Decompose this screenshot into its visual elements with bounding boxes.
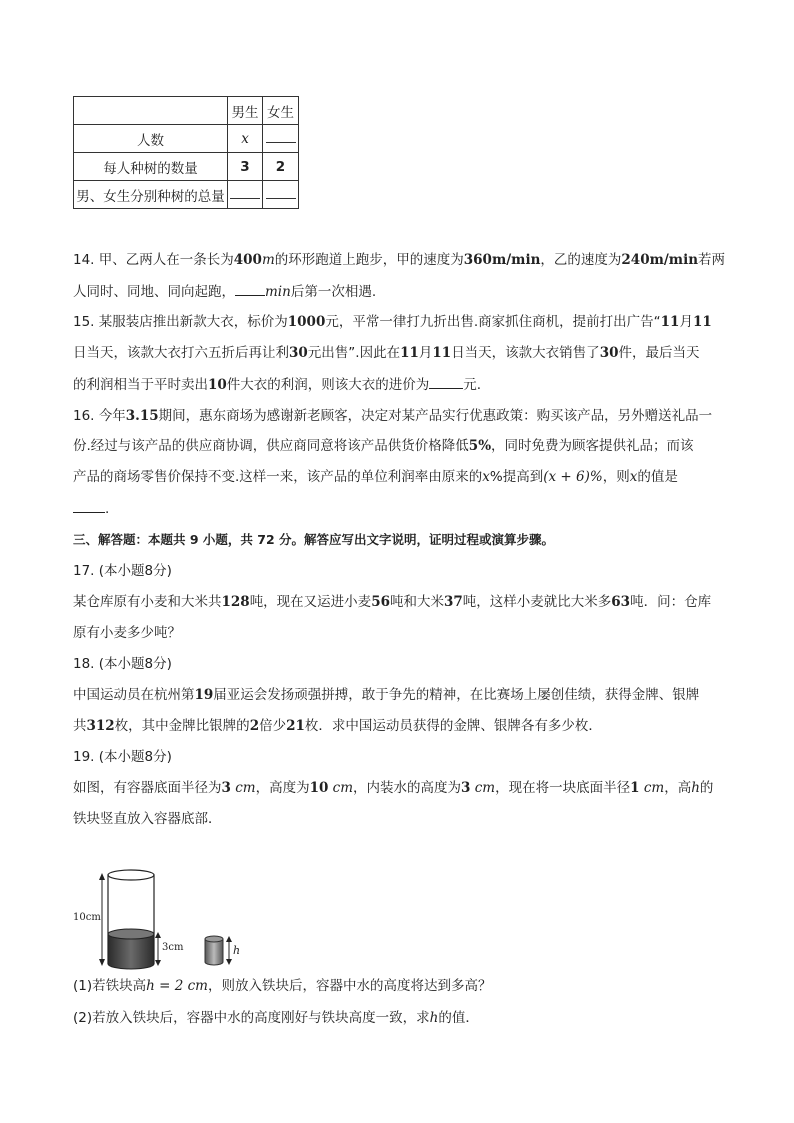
cylinder-container [108, 870, 154, 969]
water-level-dimension [155, 932, 161, 966]
table-header-row [74, 97, 299, 125]
answer-blank [73, 498, 105, 513]
table-header-boy: 男生 [228, 97, 263, 125]
table-cell: 2 [263, 153, 299, 181]
question-15-line-1: 15. 某服装店推出新款大衣，标价为1000元，平常一律打九折出售.商家抓住商机，提前打出广告“11月11 [73, 314, 712, 330]
block-height-label: h [233, 944, 241, 957]
question-19-part-2: (2)若放入铁块后，容器中水的高度刚好与铁块高度一致，求h的值． [73, 1010, 479, 1026]
question-19-heading: 19. (本小题8分) [73, 749, 172, 765]
table-cell: x [228, 125, 263, 153]
table-row-label: 每人种树的数量 [74, 153, 228, 181]
question-17-line-2: 原有小麦多少吨？ [73, 625, 181, 641]
answer-blank [429, 374, 463, 389]
question-16-line-2: 份.经过与该产品的供应商协调，供应商同意将该产品供货价格降低5%，同时免费为顾客提供礼品；而该 [73, 438, 694, 454]
answer-blank [235, 281, 265, 296]
question-17-heading: 17. (本小题8分) [73, 563, 172, 579]
container-figure [72, 862, 272, 972]
question-14-line-2: 人同时、同地、同向起跑， min后第一次相遇. [73, 281, 376, 302]
table-row-label: 人数 [74, 125, 228, 153]
question-18-heading: 18. (本小题8分) [73, 656, 172, 672]
question-18-line-2: 共312枚，其中金牌比银牌的2倍少21枚．求中国运动员获得的金牌、银牌各有多少枚． [73, 718, 602, 734]
answer-blank [266, 186, 296, 199]
table-row [74, 125, 299, 153]
question-19-line-1: 如图，有容器底面半径为3 cm，高度为10 cm，内装水的高度为3 cm，现在将一块底面半径1 cm，高h的 [73, 780, 714, 796]
table-cell [74, 97, 228, 125]
height-label: 10cm [73, 912, 101, 923]
tree-planting-table [73, 96, 299, 209]
question-18-line-1: 中国运动员在杭州第19届亚运会发扬顽强拼搏，敢于争先的精神，在比赛场上屡创佳绩，获得金牌、银牌 [73, 687, 700, 703]
table-header-girl: 女生 [263, 97, 299, 125]
table-cell [263, 125, 299, 153]
answer-blank [266, 130, 296, 143]
question-19-line-2: 铁块竖直放入容器底部． [73, 811, 222, 827]
question-16-line-4: . [73, 498, 109, 519]
table-row [74, 181, 299, 209]
table-row [74, 153, 299, 181]
table-cell: 3 [228, 153, 263, 181]
table-cell [228, 181, 263, 209]
table-row-label: 男、女生分别种树的总量 [74, 181, 228, 209]
block-height-dimension [226, 936, 232, 965]
answer-blank [230, 186, 260, 199]
question-19-part-1: (1)若铁块高h = 2 cm，则放入铁块后，容器中水的高度将达到多高？ [73, 978, 492, 994]
question-15-line-3: 的利润相当于平时卖出10件大衣的利润，则该大衣的进价为 元. [73, 374, 481, 395]
question-16-line-3: 产品的商场零售价保持不变.这样一来，该产品的单位利润率由原来的x%提高到(x + 6)%，则x的值是 [73, 469, 678, 485]
question-14-line-1: 14. 甲、乙两人在一条长为400m的环形跑道上跑步，甲的速度为360m/min，乙的速度为240m/min若两 [73, 252, 726, 268]
table-cell [263, 181, 299, 209]
section-3-heading: 三、解答题：本题共 9 小题，共 72 分。解答应写出文字说明，证明过程或演算步骤。 [73, 532, 555, 547]
question-16-line-1: 16. 今年3.15期间，惠东商场为感谢新老顾客，决定对某产品实行优惠政策：购买该产品，另外赠送礼品一 [73, 408, 713, 424]
iron-block [205, 936, 223, 965]
question-15-line-2: 日当天，该款大衣打六五折后再让利30元出售”.因此在11月11日当天，该款大衣销售了30件，最后当天 [73, 345, 700, 361]
water-level-label: 3cm [162, 942, 184, 953]
question-17-line-1: 某仓库原有小麦和大米共128吨，现在又运进小麦56吨和大米37吨，这样小麦就比大米多63吨．问：仓库 [73, 594, 712, 610]
